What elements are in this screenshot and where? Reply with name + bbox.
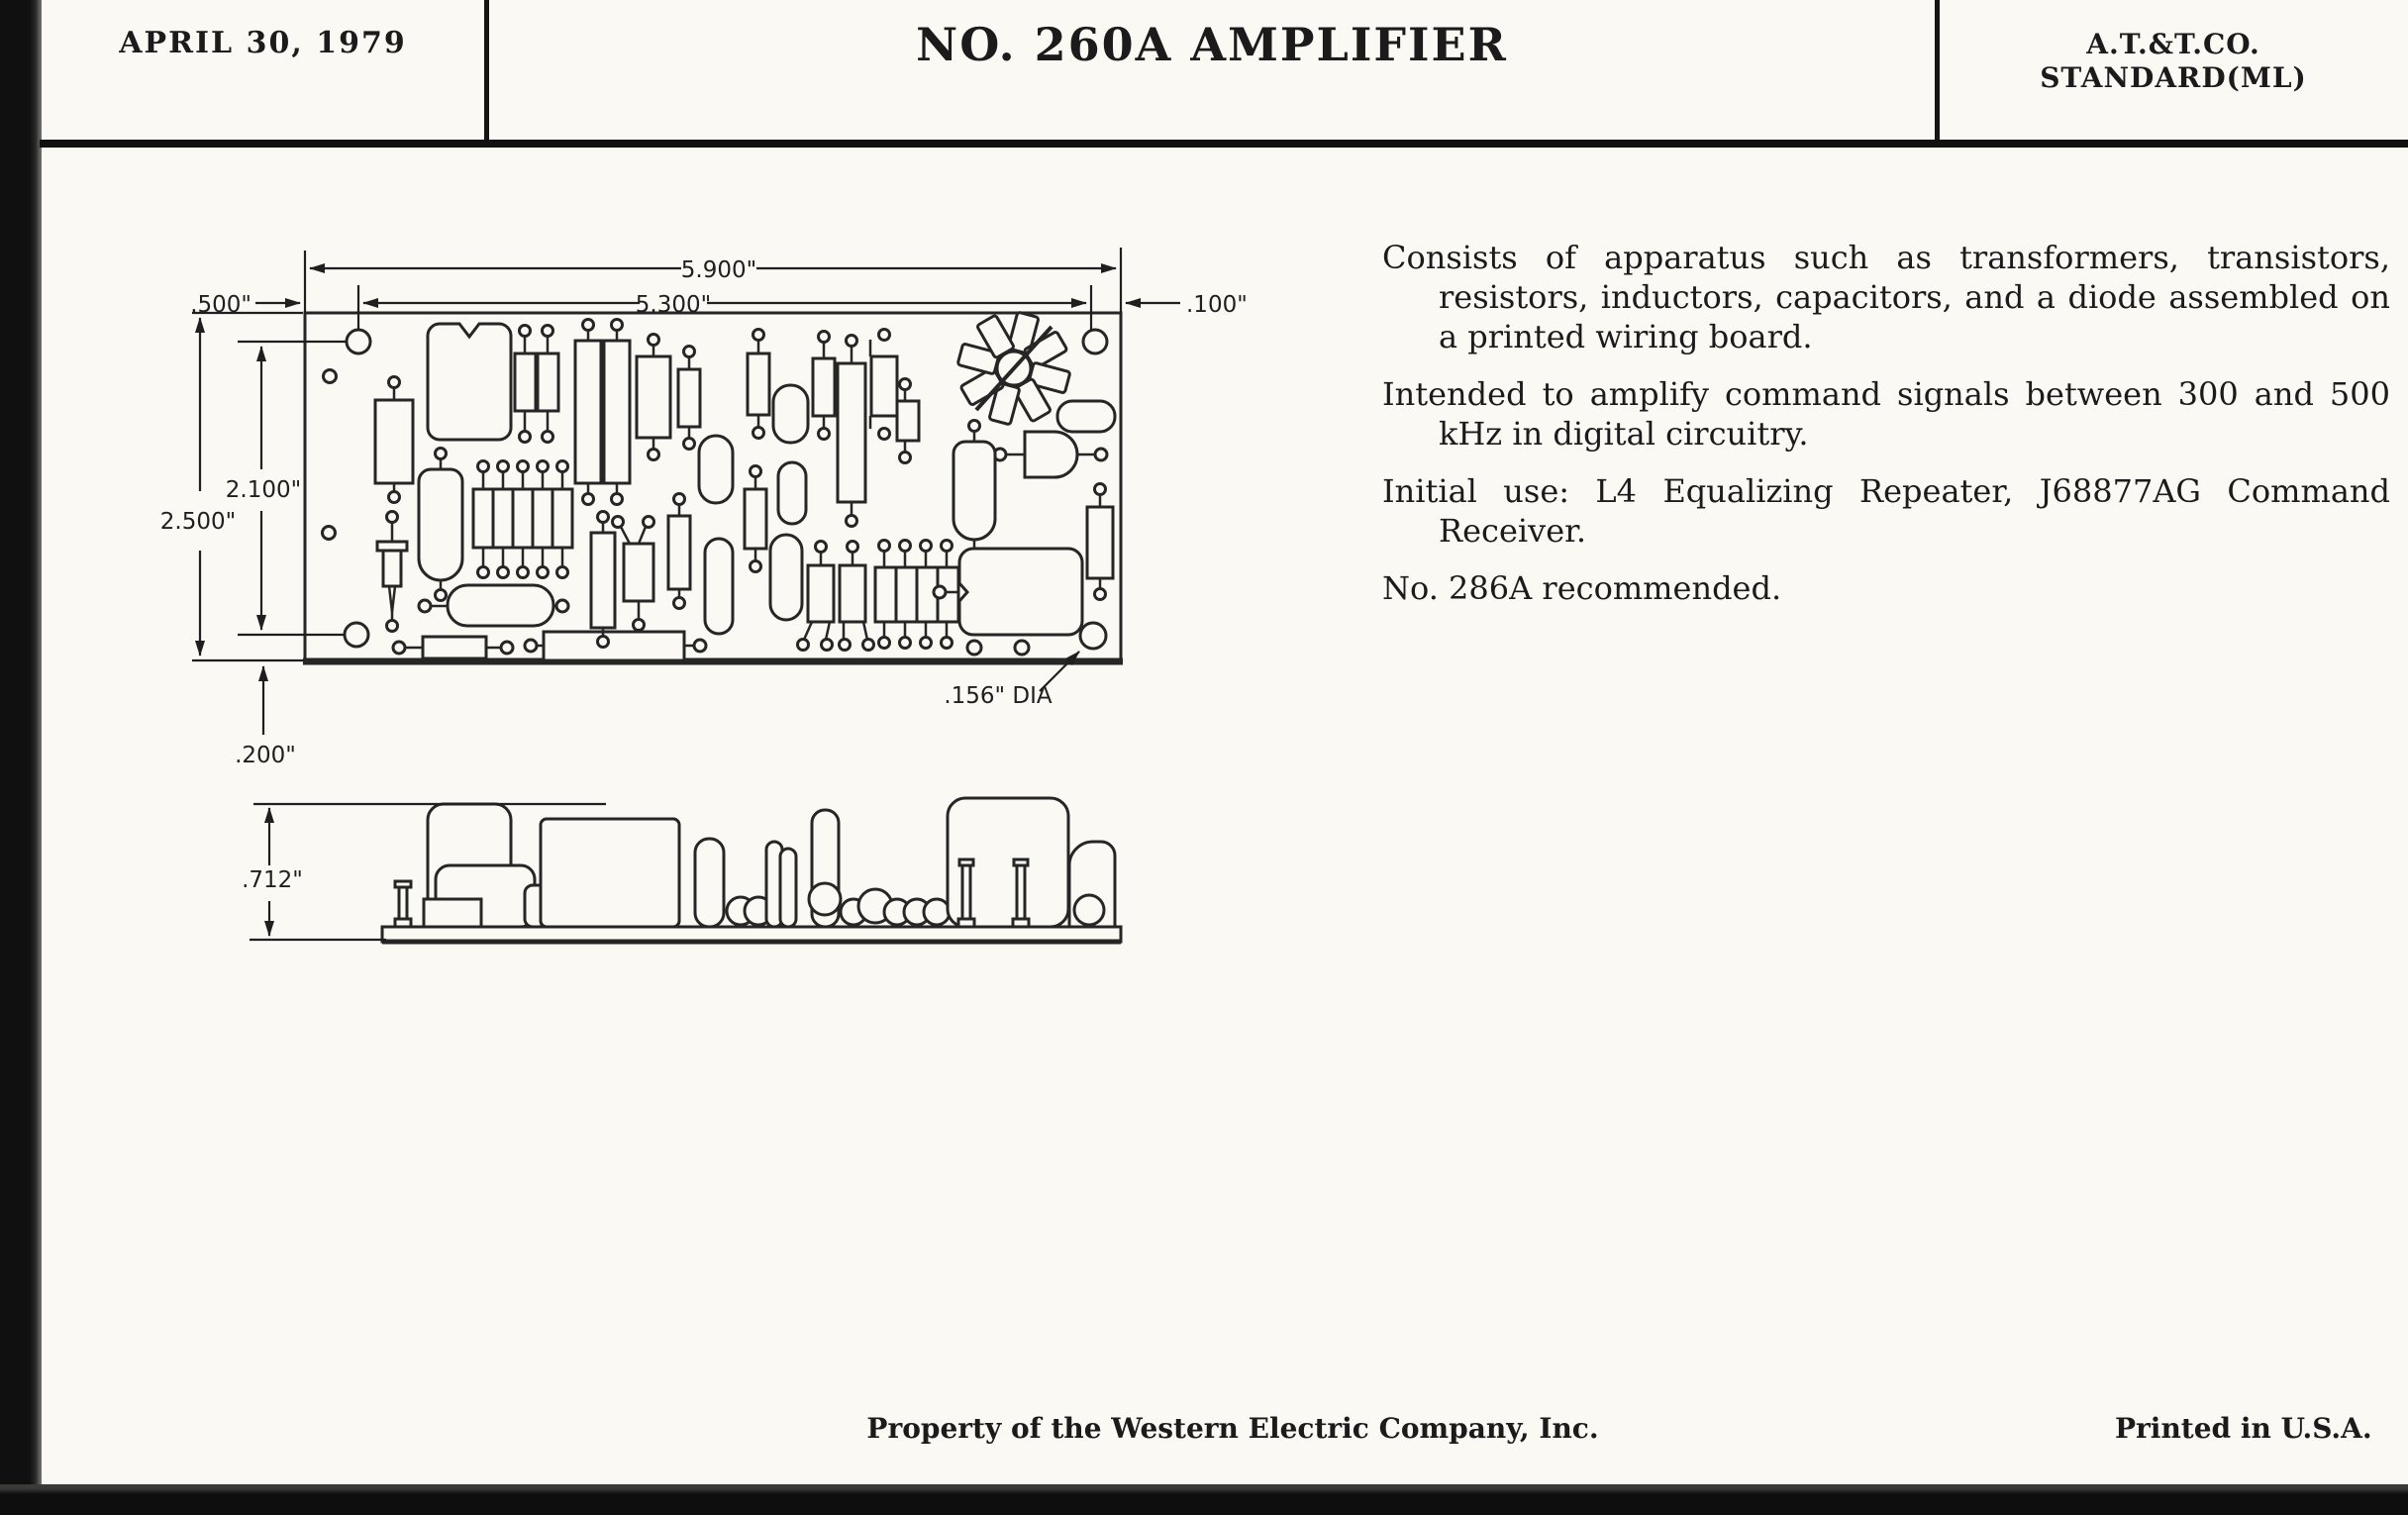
header-divider-left bbox=[484, 0, 489, 140]
dim-offset-left: .500" bbox=[190, 292, 251, 318]
property-notice: Property of the Western Electric Company, Inc. bbox=[866, 1412, 1599, 1445]
dim-height-total: 2.500" bbox=[159, 509, 237, 535]
description-paragraph: Consists of apparatus such as transformers, transistors, resistors, inductors, capacitors, and a diode assembled on a printed wiring board. bbox=[1382, 239, 2390, 355]
dim-hole-diameter: .156" DIA bbox=[944, 683, 1053, 709]
dim-offset-bottom: .200" bbox=[235, 743, 296, 768]
description-paragraph: No. 286A recommended. bbox=[1382, 569, 1782, 607]
page-title: NO. 260A AMPLIFIER bbox=[916, 18, 1508, 71]
dim-height-holes: 2.100" bbox=[225, 477, 302, 503]
dim-side-height: .712" bbox=[242, 867, 303, 893]
dim-width-total: 5.900" bbox=[680, 257, 757, 283]
dim-offset-right: .100" bbox=[1186, 292, 1248, 318]
technical-drawing bbox=[99, 149, 1248, 1020]
description-block bbox=[1382, 238, 2390, 626]
board-top-view bbox=[303, 312, 1123, 661]
description-paragraph: Intended to amplify command signals between 300 and 500 kHz in digital circuitry. bbox=[1382, 375, 2390, 453]
scan-edge-bottom bbox=[0, 1484, 2408, 1515]
header-divider-right bbox=[1935, 0, 1940, 140]
scan-edge-left bbox=[0, 0, 42, 1515]
printed-notice: Printed in U.S.A. bbox=[2115, 1412, 2372, 1445]
org-line2: STANDARD(ML) bbox=[2040, 61, 2307, 94]
board-side-view bbox=[382, 798, 1121, 942]
description-paragraph: Initial use: L4 Equalizing Repeater, J68877AG Command Receiver. bbox=[1382, 472, 2390, 550]
org-line1: A.T.&T.CO. bbox=[2086, 28, 2260, 60]
header-rule bbox=[40, 140, 2408, 148]
org-standard-label bbox=[1939, 28, 2408, 95]
document-date: APRIL 30, 1979 bbox=[119, 26, 407, 60]
dim-width-holes: 5.300" bbox=[635, 292, 712, 318]
